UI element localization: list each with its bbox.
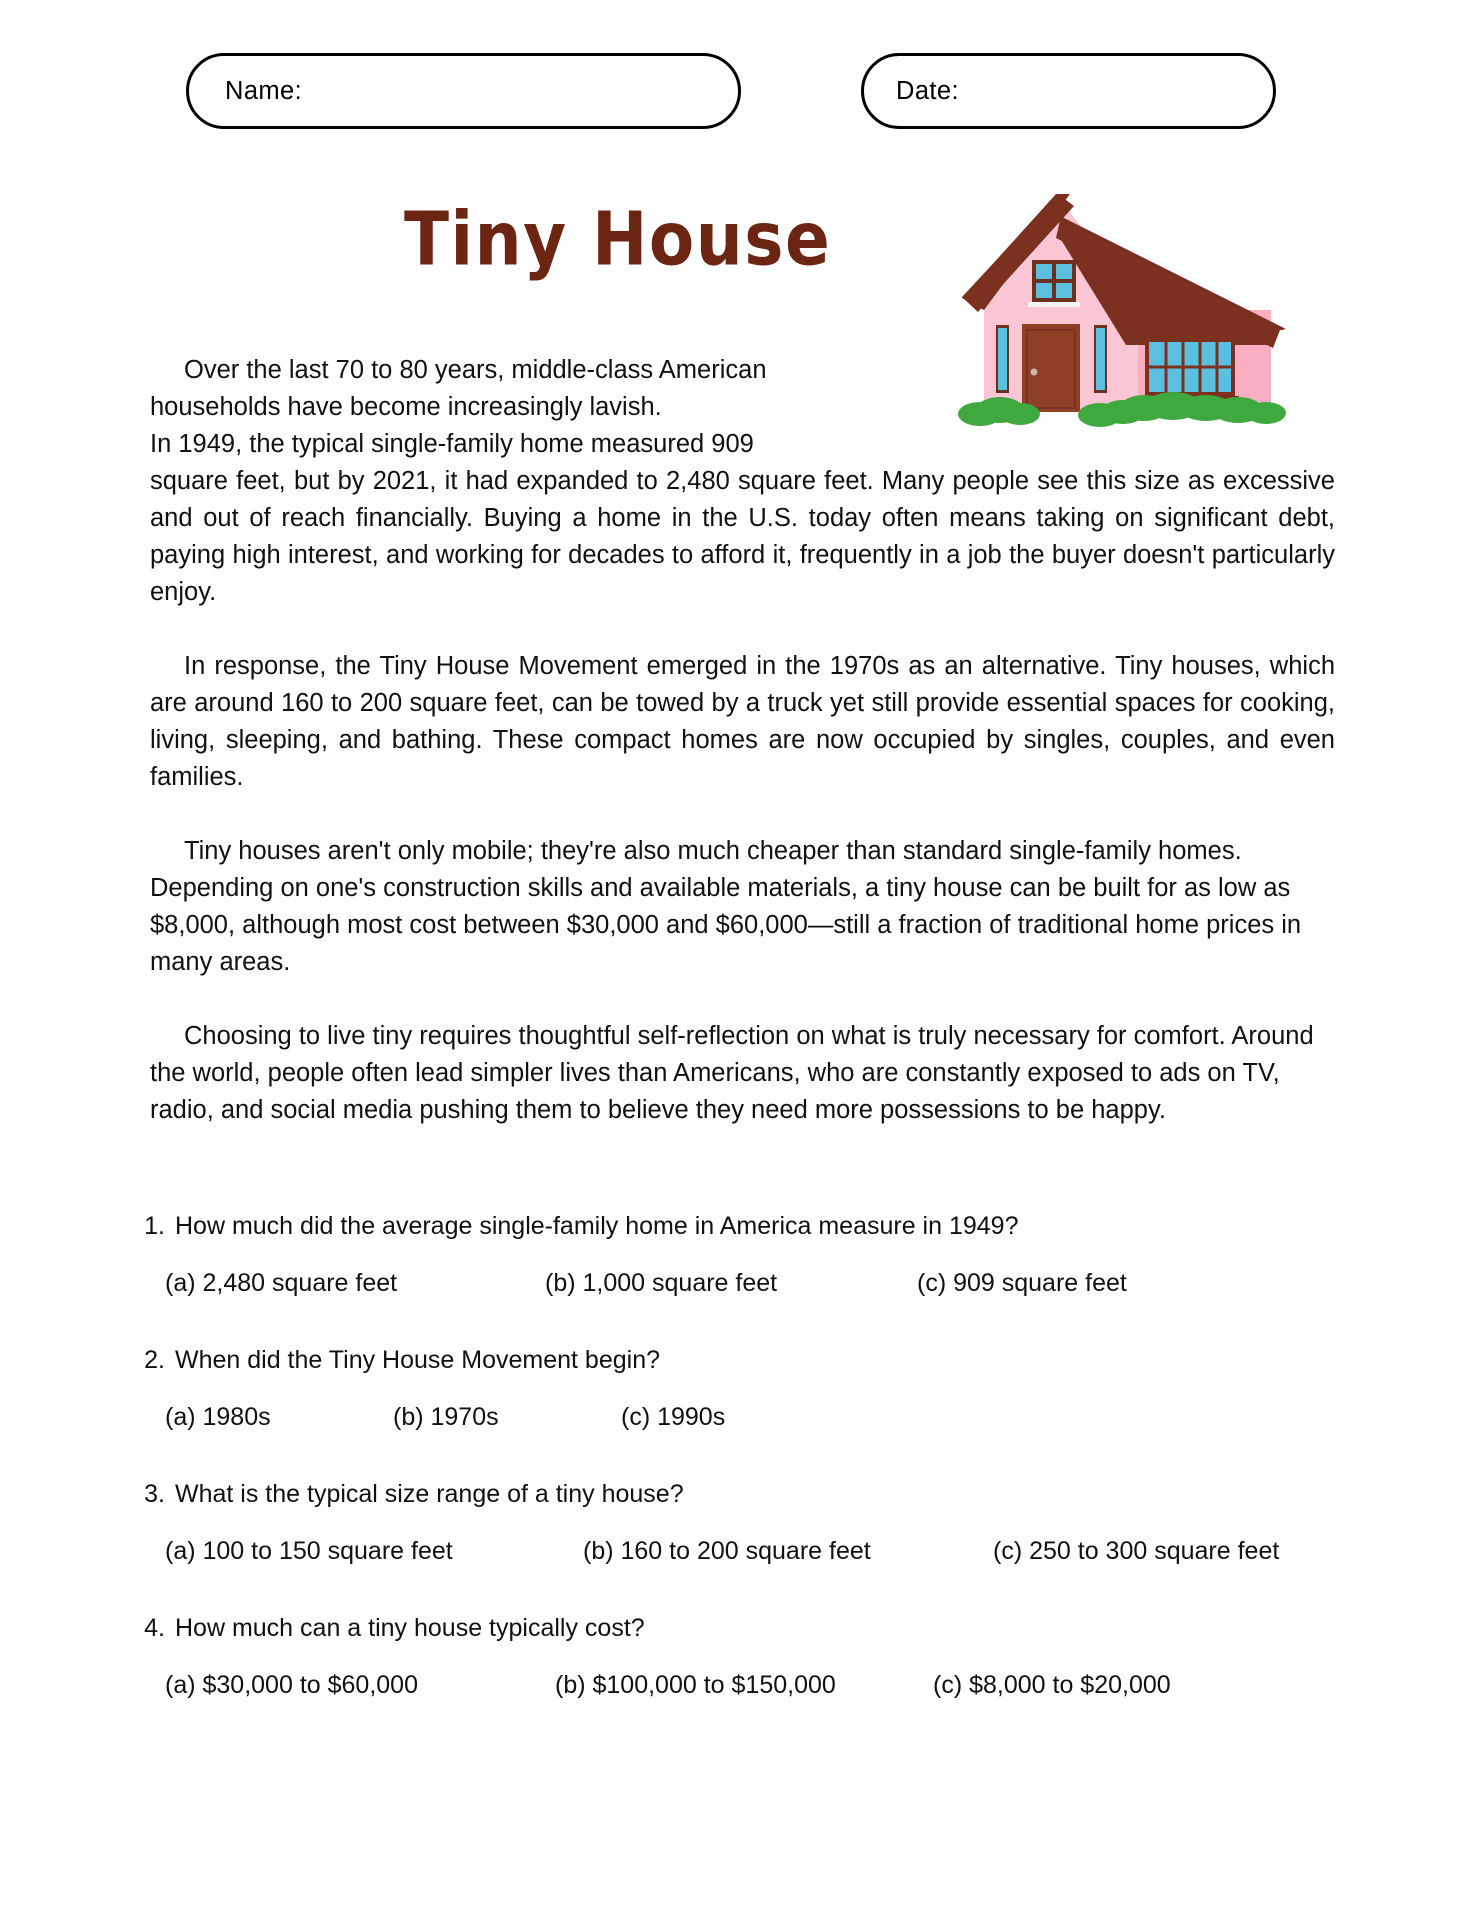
question-1 [135,1212,1355,1298]
paragraph-2 [150,648,1335,796]
question-4-choice-c[interactable]: (c) $8,000 to $20,000 [933,1671,1171,1699]
question-3-text: What is the typical size range of a tiny house? [175,1480,684,1508]
name-label: Name: [225,76,303,105]
question-3-choice-c[interactable]: (c) 250 to 300 square feet [993,1537,1280,1565]
questions-section [135,1212,1355,1748]
question-2-choice-b[interactable]: (b) 1970s [393,1403,499,1431]
question-3-prompt [135,1480,1355,1509]
question-4-choice-a[interactable]: (a) $30,000 to $60,000 [165,1671,418,1699]
header-fields [186,53,1276,129]
question-4 [135,1614,1355,1700]
paragraph-1-line-1-text: Over the last 70 to 80 years, middle-class American [184,356,767,384]
question-2-choice-a[interactable]: (a) 1980s [165,1403,271,1431]
question-3-choices [135,1537,1355,1566]
paragraph-1-line-2: households have become increasingly lavish. [150,393,662,421]
question-2-choices [135,1403,1355,1432]
paragraph-4-text [150,1018,1335,1129]
question-2 [135,1346,1355,1432]
question-2-number: 2. [144,1346,165,1374]
paragraph-4 [150,1018,1335,1129]
question-2-text: When did the Tiny House Movement begin? [175,1346,660,1374]
paragraph-3 [150,833,1335,981]
question-2-prompt [135,1346,1355,1375]
paragraph-1-line-1 [150,352,890,389]
paragraph-1 [150,352,1335,611]
question-1-prompt [135,1212,1355,1241]
question-3-choice-a[interactable]: (a) 100 to 150 square feet [165,1537,453,1565]
name-field[interactable] [186,53,741,129]
question-2-choice-c[interactable]: (c) 1990s [621,1403,726,1431]
question-1-text: How much did the average single-family home in America measure in 1949? [175,1212,1019,1240]
question-3-number: 3. [144,1480,165,1508]
question-4-choices [135,1671,1355,1700]
question-4-number: 4. [144,1614,165,1642]
paragraph-2-body: In response, the Tiny House Movement emerged in the 1970s as an alternative. Tiny houses, which are around 160 to 200 square feet, can be towed by a truck yet still provide essential spaces for cooking, living, sleeping, and bathing. These compact homes are now occupied by singles, couples, and even families. [150,652,1335,791]
question-3 [135,1480,1355,1566]
question-4-text: How much can a tiny house typically cost? [175,1614,645,1642]
paragraph-3-text [150,833,1335,981]
date-label: Date: [896,76,959,105]
paragraph-2-text [150,648,1335,796]
question-1-choice-c[interactable]: (c) 909 square feet [917,1269,1127,1297]
question-4-choice-b[interactable]: (b) $100,000 to $150,000 [555,1671,836,1699]
question-3-choice-b[interactable]: (b) 160 to 200 square feet [583,1537,871,1565]
question-1-choice-b[interactable]: (b) 1,000 square feet [545,1269,778,1297]
question-1-number: 1. [144,1212,165,1240]
question-1-choices [135,1269,1355,1298]
article-body [150,352,1335,1129]
paragraph-4-body: Choosing to live tiny requires thoughtful self-reflection on what is truly necessary for comfort. Around the world, people often lead simpler lives than Americans, who are constantly exposed to ads on TV, radio, and social media pushing them to believe they need more possessions to be happy. [150,1022,1314,1124]
page-title: Tiny House [404,196,832,283]
question-4-prompt [135,1614,1355,1643]
date-field[interactable] [861,53,1276,129]
paragraph-1-rest: square feet, but by 2021, it had expanded to 2,480 square feet. Many people see this size as excessive and out of reach financially. Buying a home in the U.S. today often means taking on significant debt, paying high interest, and working for decades to afford it, frequently in a job the buyer doesn't particularly enjoy. [150,467,1335,606]
paragraph-1-line-3: In 1949, the typical single-family home measured 909 [150,430,754,458]
question-1-choice-a[interactable]: (a) 2,480 square feet [165,1269,398,1297]
paragraph-3-body: Tiny houses aren't only mobile; they're also much cheaper than standard single-family homes. Depending on one's construction skills and available materials, a tiny house can be built for as low as $8,000, although most cost between $30,000 and $60,000—still a fraction of traditional home prices in many areas. [150,837,1302,976]
